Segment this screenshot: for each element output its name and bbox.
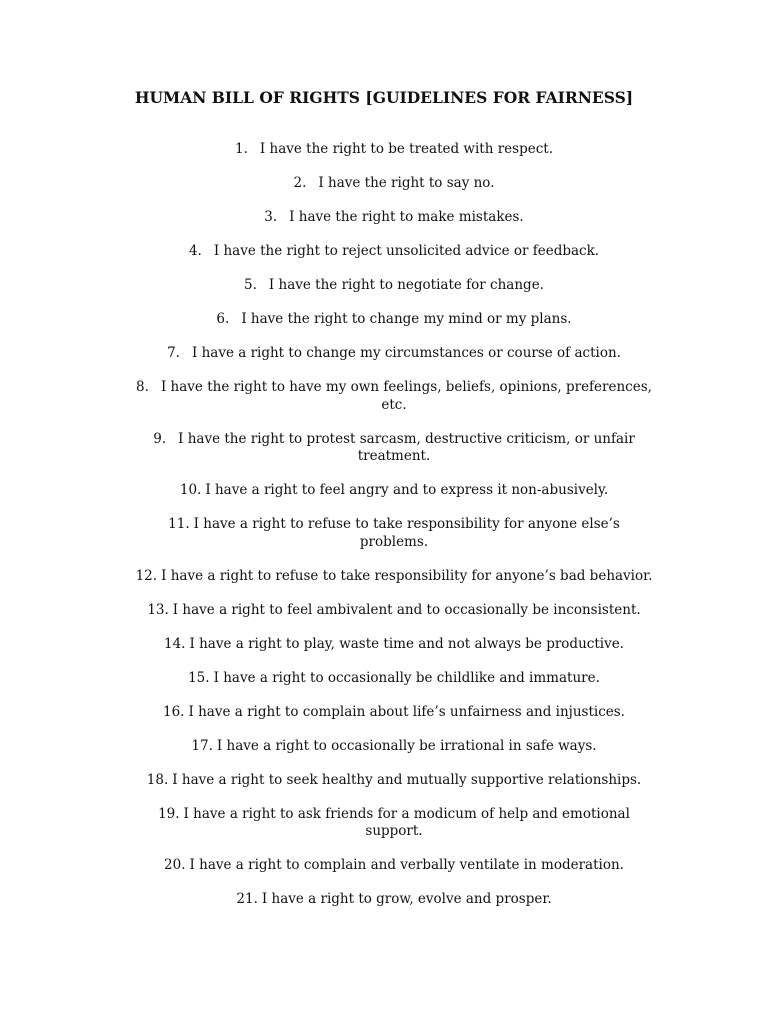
item-number: 18. xyxy=(146,771,169,788)
list-item xyxy=(134,209,654,227)
list-item xyxy=(134,175,654,193)
item-text: I have the right to have my own feelings, beliefs, opinions, preferences, etc. xyxy=(160,379,652,413)
list-item xyxy=(134,772,654,790)
item-number: 20. xyxy=(164,857,186,873)
item-text: I have a right to change my circumstances or course of action. xyxy=(191,345,621,361)
item-number: 9. xyxy=(153,430,167,447)
item-text: I have a right to refuse to take responsibility for anyone’s bad behavior. xyxy=(161,567,653,584)
item-number: 11. xyxy=(168,516,190,532)
item-text: I have a right to play, waste time and not always be productive. xyxy=(189,635,624,652)
list-item xyxy=(134,482,654,500)
list-item xyxy=(134,516,654,551)
item-number: 13. xyxy=(147,601,169,618)
list-item xyxy=(134,243,654,261)
item-number: 19. xyxy=(158,805,180,822)
item-text: I have a right to complain and verbally ventilate in moderation. xyxy=(189,857,624,873)
item-number: 4. xyxy=(188,243,202,259)
list-item xyxy=(134,738,654,756)
list-item xyxy=(134,806,654,841)
item-text: I have a right to feel ambivalent and to occasionally be inconsistent. xyxy=(172,601,641,618)
item-number: 7. xyxy=(167,345,180,361)
item-number: 14. xyxy=(164,635,186,652)
item-text: I have the right to protest sarcasm, destructive criticism, or unfair treatment. xyxy=(178,430,635,464)
list-item xyxy=(134,568,654,586)
list-item xyxy=(134,857,654,875)
item-text: I have the right to say no. xyxy=(318,175,495,191)
list-item xyxy=(134,670,654,688)
list-item xyxy=(134,277,654,295)
item-text: I have a right to occasionally be childlike and immature. xyxy=(213,669,600,686)
item-number: 6. xyxy=(216,311,230,327)
item-number: 2. xyxy=(293,175,307,191)
item-number: 17. xyxy=(191,737,213,754)
item-text: I have a right to feel angry and to express it non-abusively. xyxy=(205,482,609,498)
list-item xyxy=(134,311,654,329)
list-item xyxy=(134,602,654,620)
list-item xyxy=(134,345,654,363)
item-number: 15. xyxy=(188,669,210,686)
item-text: I have a right to seek healthy and mutually supportive relationships. xyxy=(172,771,642,788)
item-text: I have the right to negotiate for change. xyxy=(268,277,544,293)
list-item xyxy=(134,431,654,466)
item-number: 3. xyxy=(264,209,278,225)
item-text: I have a right to grow, evolve and prosper. xyxy=(261,891,552,907)
list-item xyxy=(134,379,654,414)
rights-list xyxy=(134,141,654,925)
item-text: I have a right to complain about life’s unfairness and injustices. xyxy=(188,703,625,720)
item-text: I have the right to make mistakes. xyxy=(289,209,524,225)
item-number: 1. xyxy=(235,141,248,157)
item-number: 5. xyxy=(244,277,257,293)
list-item xyxy=(134,636,654,654)
item-number: 12. xyxy=(135,567,158,584)
item-number: 21. xyxy=(236,891,258,907)
item-number: 16. xyxy=(163,703,185,720)
list-item xyxy=(134,141,654,159)
document-title: HUMAN BILL OF RIGHTS [GUIDELINES FOR FAIRNESS] xyxy=(134,88,634,107)
item-text: I have a right to refuse to take responsibility for anyone else’s problems. xyxy=(193,516,620,550)
item-text: I have a right to occasionally be irrational in safe ways. xyxy=(216,737,597,754)
item-text: I have the right to be treated with respect. xyxy=(259,141,553,157)
list-item xyxy=(134,891,654,909)
item-text: I have a right to ask friends for a modicum of help and emotional support. xyxy=(183,805,630,839)
item-text: I have the right to change my mind or my plans. xyxy=(241,311,572,327)
item-number: 8. xyxy=(136,379,149,395)
item-text: I have the right to reject unsolicited advice or feedback. xyxy=(213,243,600,259)
list-item xyxy=(134,704,654,722)
item-number: 10. xyxy=(179,482,202,498)
